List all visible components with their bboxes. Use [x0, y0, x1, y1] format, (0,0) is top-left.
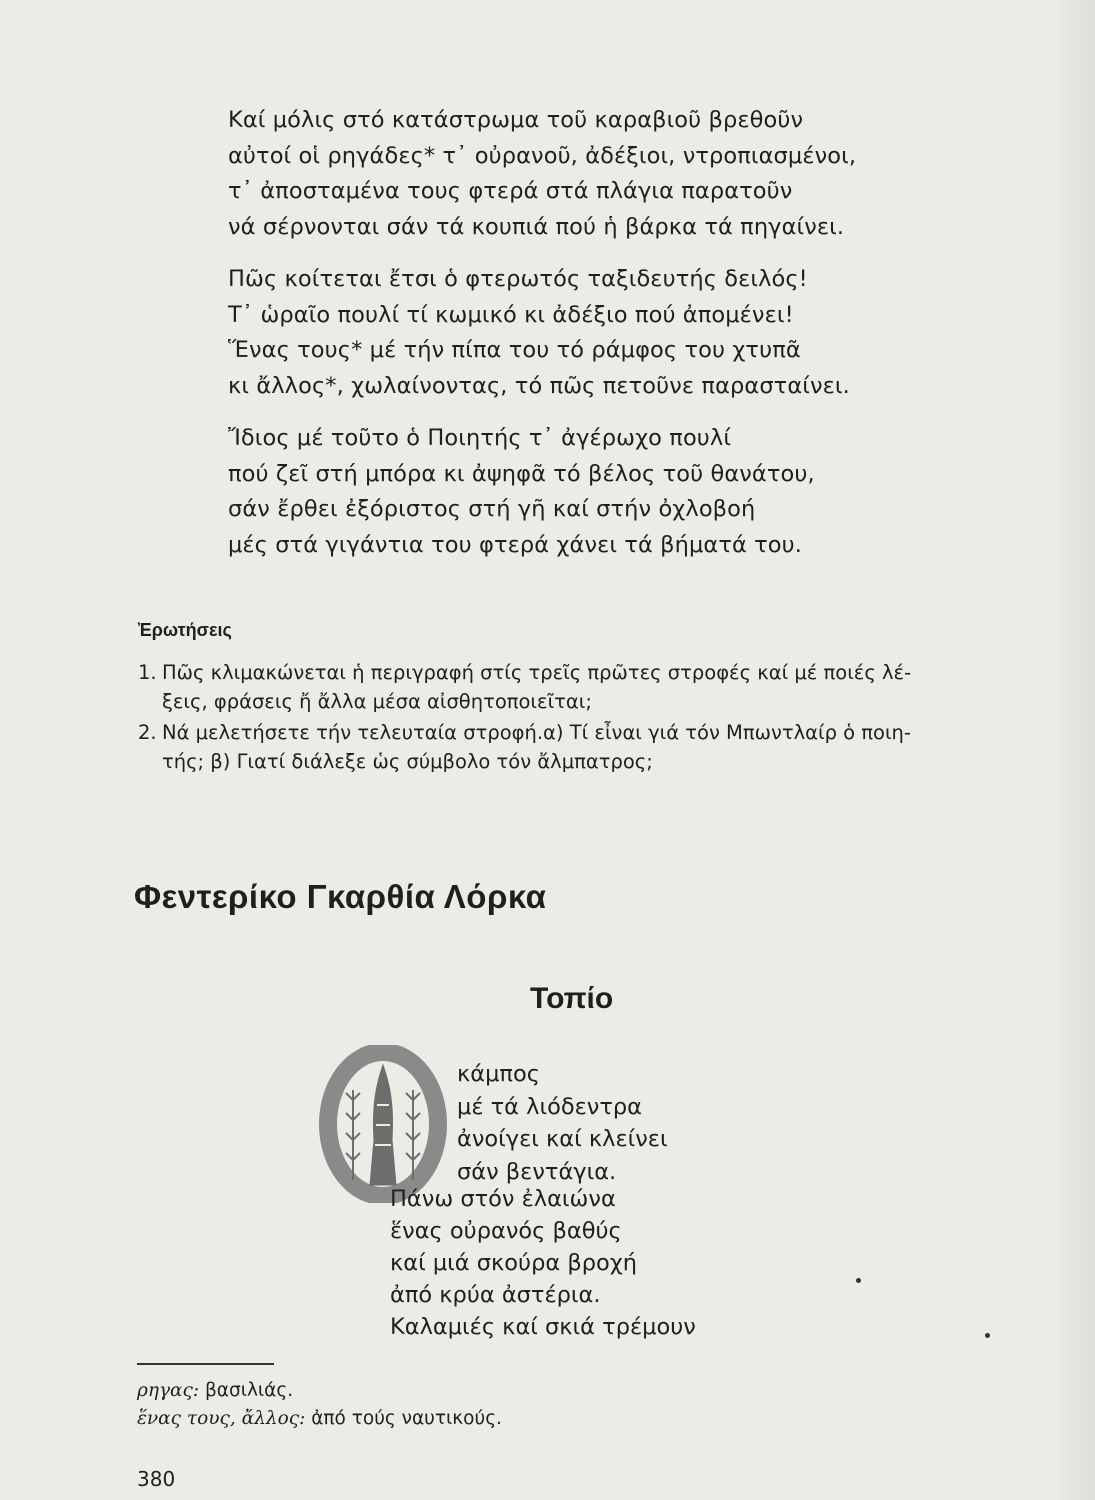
- page-number: 380: [137, 1467, 176, 1491]
- poem-line: ἀνοίγει καί κλείνει: [457, 1126, 668, 1152]
- footnote-term: ρηγας:: [137, 1380, 200, 1401]
- question-line: Πῶς κλιμακώνεται ἡ περιγραφή στίς τρεῖς πρῶτες στροφές καί μέ ποιές λέ-: [162, 661, 912, 684]
- question-item: [138, 718, 1018, 776]
- poem-landscape-lines: [390, 1183, 696, 1343]
- question-item: [138, 658, 1018, 716]
- stanza-2: [228, 262, 948, 404]
- decorative-drop-cap-icon: [318, 1045, 448, 1203]
- poem-title: Τοπίο: [530, 982, 614, 1015]
- footnote-item: [137, 1405, 502, 1433]
- questions-list: [138, 658, 1018, 778]
- print-speck: [985, 1333, 990, 1338]
- poem-line: Τ᾽ ὡραῖο πουλί τί κωμικό κι ἀδέξιο πού ἀπομένει!: [228, 301, 794, 328]
- footnotes: [137, 1377, 502, 1433]
- footnote-divider: [137, 1363, 274, 1365]
- stanza-1: [228, 103, 948, 245]
- poem-line: σάν βεντάγια.: [457, 1158, 617, 1185]
- poem-line: Καί μόλις στό κατάστρωμα τοῦ καραβιοῦ βρεθοῦν: [228, 107, 804, 133]
- poem-line: Πῶς κοίτεται ἔτσι ὁ φτερωτός ταξιδευτής δειλός!: [228, 266, 808, 292]
- footnote-term: ἕνας τους, ἄλλος:: [137, 1408, 306, 1429]
- poem-line: μές στά γιγάντια του φτερά χάνει τά βήματά του.: [228, 531, 803, 558]
- poem-albatross-excerpt: [228, 103, 948, 580]
- poem-line: μέ τά λιόδεντρα: [457, 1093, 643, 1120]
- poem-line: σάν ἔρθει ἐξόριστος στή γῆ καί στήν ὀχλοβοή: [228, 496, 756, 522]
- poem-line: καί μιά σκούρα βροχή: [390, 1250, 638, 1276]
- author-heading: Φεντερίκο Γκαρθία Λόρκα: [134, 878, 547, 915]
- poem-line: κι ἄλλος*, χωλαίνοντας, τό πῶς πετοῦνε παρασταίνει.: [228, 372, 850, 399]
- poem-line: ἕνας οὐρανός βαθύς: [390, 1218, 622, 1244]
- print-speck: [856, 1278, 861, 1283]
- poem-line: Πάνω στόν ἐλαιώνα: [390, 1186, 616, 1212]
- question-line: τής; β) Γιατί διάλεξε ὡς σύμβολο τόν ἄλμπατρος;: [162, 750, 653, 773]
- poem-line: ἀπό κρύα ἀστέρια.: [390, 1282, 601, 1308]
- poem-landscape-lines-indented: [457, 1058, 668, 1188]
- poem-line: κάμπος: [457, 1061, 540, 1087]
- footnote-definition: ἀπό τούς ναυτικούς.: [305, 1408, 502, 1429]
- footnote-definition: βασιλιάς.: [199, 1380, 294, 1401]
- question-number: 2.: [138, 721, 157, 744]
- page-edge-shadow: [1055, 0, 1095, 1500]
- poem-line: τ᾽ ἀποσταμένα τους φτερά στά πλάγια παρατοῦν: [228, 178, 793, 204]
- poem-line: πού ζεῖ στή μπόρα κι ἀψηφᾶ τό βέλος τοῦ θανάτου,: [228, 460, 815, 487]
- poem-line: αὐτοί οἱ ρηγάδες* τ᾽ οὐρανοῦ, ἀδέξιοι, ντροπιασμένοι,: [228, 142, 857, 169]
- stanza-3: [228, 421, 948, 563]
- footnote-item: [137, 1377, 502, 1405]
- poem-line: νά σέρνονται σάν τά κουπιά πού ἡ βάρκα τά πηγαίνει.: [228, 213, 845, 240]
- poem-line: Καλαμιές καί σκιά τρέμουν: [390, 1314, 696, 1340]
- question-line: Νά μελετήσετε τήν τελευταία στροφή.α) Τί εἶναι γιά τόν Μπωντλαίρ ὁ ποιη-: [162, 721, 911, 744]
- question-number: 1.: [138, 661, 157, 684]
- poem-line: Ἴδιος μέ τοῦτο ὁ Ποιητής τ᾽ ἀγέρωχο πουλί: [228, 425, 732, 451]
- question-line: ξεις, φράσεις ἤ ἄλλα μέσα αἰσθητοποιεῖται;: [162, 690, 592, 713]
- poem-line: Ἕνας τους* μέ τήν πίπα του τό ράμφος του χτυπᾶ: [228, 337, 801, 363]
- questions-heading: Ἐρωτήσεις: [138, 620, 232, 640]
